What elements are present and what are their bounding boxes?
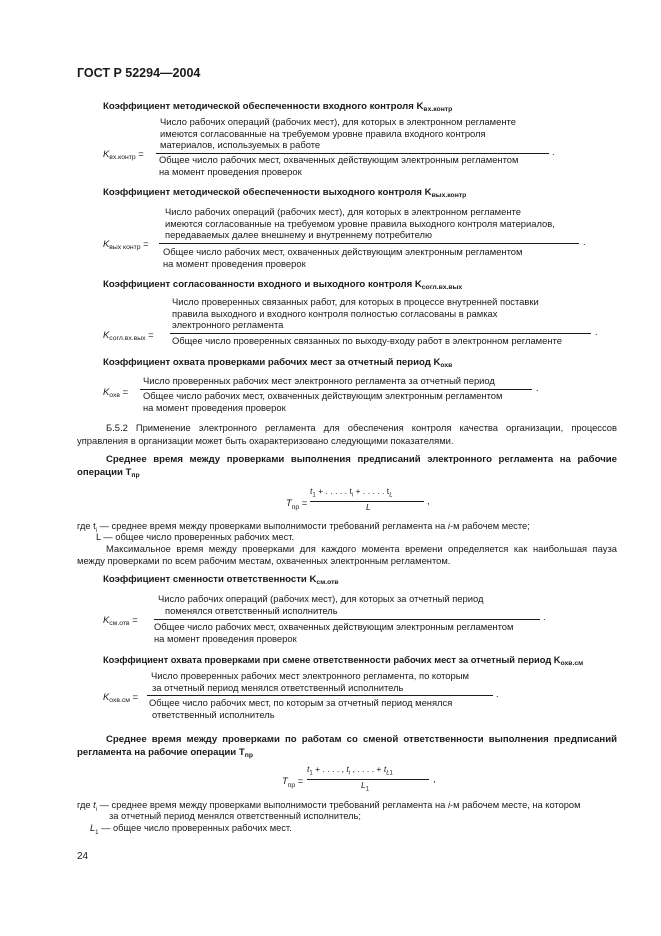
where-ti-shift-cont: за отчетный период менялся ответственный исполнитель; [109, 811, 361, 821]
section-title-shift-responsibility: Коэффициент сменности ответственности $K_{см.отв}$ [103, 574, 339, 586]
formula-end-dot: . [552, 146, 555, 157]
fraction-numerator: Число рабочих операций (рабочих мест), для которых в электронном регламенте имеются согласованные на требуемом уровне правила выходного контроля материалов, передаваемых далее внешнему и внутреннему потребителю [165, 206, 555, 241]
section-title-avg-time-shift: Среднее время между проверками по работам со сменой ответственности выполнения предписаний регламента на рабочие операции $T_{пр}$ [77, 734, 617, 759]
fraction-numerator: Число проверенных рабочих мест электронного регламента за отчетный период [143, 375, 495, 386]
fraction-numerator: Число проверенных связанных работ, для которых в процессе внутренней поставки правила выходного и входного контроля полностью согласованы в рамках электронного регламента [172, 296, 539, 331]
section-title-consistency: Коэффициент согласованности входного и выходного контроля $K_{согл.вх.вых}$ [103, 279, 463, 291]
formula-lhs: $K_{согл.вх.вых}$ = [103, 329, 154, 342]
page-number: 24 [77, 851, 89, 862]
paragraph-b52: Б.5.2 Применение электронного регламента для обеспечения контроля качества организации, процессов управления в организации может быть охарактеризовано следующими показателями. [77, 422, 617, 447]
fraction-numerator: Число рабочих операций (рабочих мест), для которых в электронном регламенте имеются согласованные на требуемом уровне правила входного контроля материалов, используемых в работе [160, 116, 516, 151]
fraction-numerator: Число рабочих операций (рабочих мест), для которых за отчетный период поменялся ответственный исполнитель [158, 593, 484, 616]
formula-end-dot: . [543, 611, 546, 622]
fraction-denominator: Общее число проверенных связанных по выходу-входу работ в электронном регламенте [172, 335, 562, 346]
formula-lhs: $K_{см.отв}$ = [103, 614, 138, 627]
paragraph-max-time: Максимальное время между проверками для каждого момента времени определяется как наибольшая пауза между проверками по всем рабочим местам, охваченных электронным регламентом. [77, 543, 617, 567]
section-title-coverage: Коэффициент охвата проверками рабочих мест за отчетный период $K_{охв}$ [103, 357, 453, 369]
fraction-denominator: Общее число рабочих мест, охваченных действующим электронным регламентом на момент проведения проверок [163, 246, 523, 269]
formula-lhs: $K_{охв}$ = [103, 386, 129, 399]
section-title-input-control: Коэффициент методической обеспеченности входного контроля $K_{вх.контр}$ [103, 101, 453, 113]
formula-end-dot: . [595, 326, 598, 337]
section-title-coverage-shift: Коэффициент охвата проверками при смене ответственности рабочих мест за отчетный период $K_{охв.см}$ [103, 655, 584, 667]
fraction-denominator: Общее число рабочих мест, по которым за отчетный период менялся ответственный исполнитель [149, 697, 453, 720]
where-l: L — общее число проверенных рабочих мест. [96, 532, 295, 542]
fraction-bar [159, 243, 579, 244]
fraction-bar [170, 333, 591, 334]
document-header: ГОСТ Р 52294—2004 [77, 66, 201, 80]
fraction-denominator: Общее число рабочих мест, охваченных действующим электронным регламентом на момент проведения проверок [154, 621, 514, 644]
fraction-denominator: Общее число рабочих мест, охваченных действующим электронным регламентом на момент проведения проверок [159, 154, 519, 177]
fraction-numerator: Число проверенных рабочих мест электронного регламента, по которым за отчетный период менялся ответственный исполнитель [151, 670, 469, 693]
section-title-output-control: Коэффициент методической обеспеченности выходного контроля $K_{вых.контр}$ [103, 187, 467, 199]
formula-end-dot: . [583, 236, 586, 247]
where-ti-shift: где $t_i$ — среднее время между проверками выполнимости требований регламента на i-м рабочем месте, на котором [77, 800, 581, 813]
formula-lhs: $K_{вх.контр}$ = [103, 148, 144, 161]
where-ti: где $t_i$ — среднее время между проверками выполнимости требований регламента на i-м рабочем месте; [77, 521, 530, 534]
fraction-denominator: Общее число рабочих мест, охваченных действующим электронным регламентом на момент проведения проверок [143, 390, 503, 413]
where-l1: $L_1$ — общее число проверенных рабочих мест. [90, 823, 292, 836]
formula-end-dot: . [496, 688, 499, 699]
formula-lhs: $K_{охв.см}$ = [103, 691, 139, 704]
fraction-bar [147, 695, 493, 696]
formula-end-dot: . [536, 382, 539, 393]
formula-lhs: $K_{вых контр}$ = [103, 238, 149, 251]
fraction-bar [154, 619, 540, 620]
section-title-avg-time: Среднее время между проверками выполнения предписаний электронного регламента на рабочие операции $T_{пр}$ [77, 454, 617, 479]
